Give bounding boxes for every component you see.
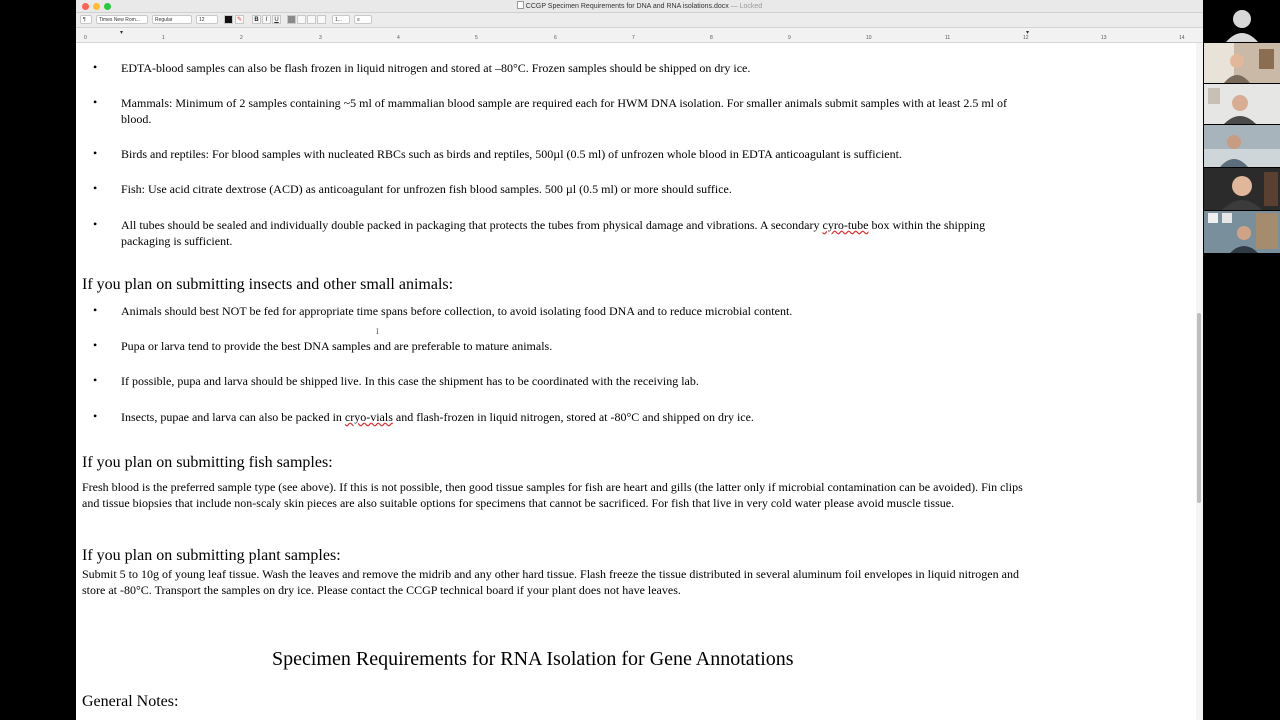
- ruler-label: 8: [710, 35, 713, 41]
- fish-paragraph: Fresh blood is the preferred sample type (see above). If this is not possible, then good tissue samples for fish are heart and gills (the latter only if microbial contamination can be avoided). Fin clips and tissue biopsies that include non-scaly skin pieces are also suitable options for specimens that cannot be sacrificed. For fish that live in very cold water please avoid muscle tissue.: [82, 480, 1023, 510]
- bullet: •: [93, 217, 98, 231]
- avatar-placeholder-icon: [1204, 0, 1280, 42]
- highlight-color-icon[interactable]: ✎: [236, 17, 243, 23]
- format-toolbar: [76, 13, 1203, 28]
- ruler-label: 2: [240, 35, 243, 41]
- spelling-error-marker[interactable]: cyro-tube: [822, 218, 869, 232]
- plant-heading: If you plan on submitting plant samples:: [82, 547, 341, 564]
- participant-tile[interactable]: [1204, 125, 1280, 167]
- text-cursor-icon: I: [376, 327, 379, 336]
- bold-button[interactable]: B: [252, 15, 261, 24]
- rna-section-title: Specimen Requirements for RNA Isolation for Gene Annotations: [272, 648, 794, 670]
- insects-heading: If you plan on submitting insects and other small animals:: [82, 276, 454, 293]
- ruler-label: 5: [475, 35, 478, 41]
- insect-bullet-text: Insects, pupae and larva can also be packed in cryo-vials and flash-frozen in liquid nitrogen, stored at -80°C and shipped on dry ice.: [121, 410, 754, 424]
- window-title: [76, 1, 1203, 10]
- blood-bullet-text: Birds and reptiles: For blood samples with nucleated RBCs such as birds and reptiles, 500µl (0.5 ml) of unfrozen whole blood in EDTA anticoagulant is sufficient.: [121, 147, 902, 161]
- align-left-icon[interactable]: [287, 15, 296, 24]
- ruler-label: 13: [1101, 35, 1107, 41]
- participant-video-icon: [1204, 125, 1280, 167]
- line-spacing-select[interactable]: 1...: [332, 15, 350, 24]
- ruler-label: 12: [1023, 35, 1029, 41]
- align-right-icon[interactable]: [307, 15, 316, 24]
- bullet: •: [93, 146, 98, 160]
- participant-video-icon: [1204, 211, 1280, 253]
- ruler-label: 7: [632, 35, 635, 41]
- ruler-label: 10: [866, 35, 872, 41]
- font-size-select[interactable]: 12: [196, 15, 218, 24]
- insect-bullet-text: If possible, pupa and larva should be shipped live. In this case the shipment has to be coordinated with the receiving lab.: [121, 374, 699, 388]
- ruler-label: 3: [319, 35, 322, 41]
- bullet: •: [93, 338, 98, 352]
- ruler-label: 1: [162, 35, 165, 41]
- right-indent-marker[interactable]: ▾: [1026, 30, 1030, 36]
- blood-bullet-text: All tubes should be sealed and individually double packed in packaging that protects the tubes from physical damage and vibrations. A secondary cyro-tube box within the shipping packaging is sufficient.: [121, 218, 986, 248]
- bullet: •: [93, 60, 98, 74]
- text-color-swatch[interactable]: [224, 15, 233, 24]
- italic-button[interactable]: I: [262, 15, 271, 24]
- insect-bullet-text: Pupa or larva tend to provide the best DNA samples and are preferable to mature animals.: [121, 339, 553, 353]
- participant-tile[interactable]: [1204, 211, 1280, 253]
- ruler[interactable]: [76, 28, 1203, 43]
- participant-video-icon: [1204, 43, 1280, 83]
- participant-tile[interactable]: [1204, 43, 1280, 83]
- window-title-text: CCGP Specimen Requirements for DNA and RNA isolations.docx: [525, 3, 729, 10]
- video-call-panel: [1204, 0, 1280, 720]
- general-notes-heading: General Notes:: [82, 693, 179, 710]
- paragraph-style-select[interactable]: ¶: [80, 15, 92, 24]
- locked-indicator[interactable]: — Locked: [730, 3, 763, 10]
- document-body[interactable]: [76, 43, 1196, 720]
- left-indent-marker[interactable]: ▾: [120, 30, 124, 36]
- fish-heading: If you plan on submitting fish samples:: [82, 454, 333, 471]
- list-style-select[interactable]: ≡: [354, 15, 372, 24]
- ruler-label: 9: [788, 35, 791, 41]
- vertical-scrollbar[interactable]: [1196, 43, 1203, 720]
- participant-tile[interactable]: [1204, 0, 1280, 42]
- ruler-label: 11: [945, 35, 951, 41]
- bullet: •: [93, 373, 98, 387]
- align-justify-icon[interactable]: [317, 15, 326, 24]
- scrollbar-thumb[interactable]: [1197, 313, 1201, 503]
- insect-bullet-text: Animals should best NOT be fed for appropriate time spans before collection, to avoid isolating food DNA and to reduce microbial content.: [121, 304, 793, 318]
- font-family-select[interactable]: Times New Rom...: [96, 15, 148, 24]
- document-icon: [517, 1, 524, 9]
- ruler-label: 4: [397, 35, 400, 41]
- document-window: [76, 0, 1203, 720]
- bullet: •: [93, 181, 98, 195]
- align-center-icon[interactable]: [297, 15, 306, 24]
- ruler-label: 0: [84, 35, 87, 41]
- participant-tile[interactable]: [1204, 168, 1280, 210]
- bullet: •: [93, 95, 98, 109]
- participant-tile[interactable]: [1204, 84, 1280, 124]
- underline-button[interactable]: U: [272, 15, 281, 24]
- spelling-error-marker[interactable]: cryo-vials: [344, 410, 393, 424]
- bullet: •: [93, 303, 98, 317]
- ruler-label: 14: [1179, 35, 1185, 41]
- bullet: •: [93, 409, 98, 423]
- participant-video-icon: [1204, 84, 1280, 124]
- plant-paragraph: Submit 5 to 10g of young leaf tissue. Wash the leaves and remove the midrib and any other hard tissue. Flash freeze the tissue distributed in several aluminum foil envelopes in liquid nitrogen and store at -80°C. Transport the samples on dry ice. Please contact the CCGP technical board if your plant does not have leaves.: [82, 567, 1019, 597]
- blood-bullet-text: EDTA-blood samples can also be flash frozen in liquid nitrogen and stored at –80°C. Frozen samples should be shipped on dry ice.: [121, 61, 751, 75]
- participant-video-icon: [1204, 168, 1280, 210]
- typeface-select[interactable]: Regular: [152, 15, 192, 24]
- blood-bullet-text: Mammals: Minimum of 2 samples containing ~5 ml of mammalian blood sample are required each for HWM DNA isolation. For smaller animals submit samples with at least 2.5 ml of blood.: [121, 96, 1007, 126]
- blood-bullet-text: Fish: Use acid citrate dextrose (ACD) as anticoagulant for unfrozen fish blood samples. 500 µl (0.5 ml) or more should suffice.: [121, 182, 732, 196]
- ruler-label: 6: [554, 35, 557, 41]
- title-bar: [76, 0, 1203, 13]
